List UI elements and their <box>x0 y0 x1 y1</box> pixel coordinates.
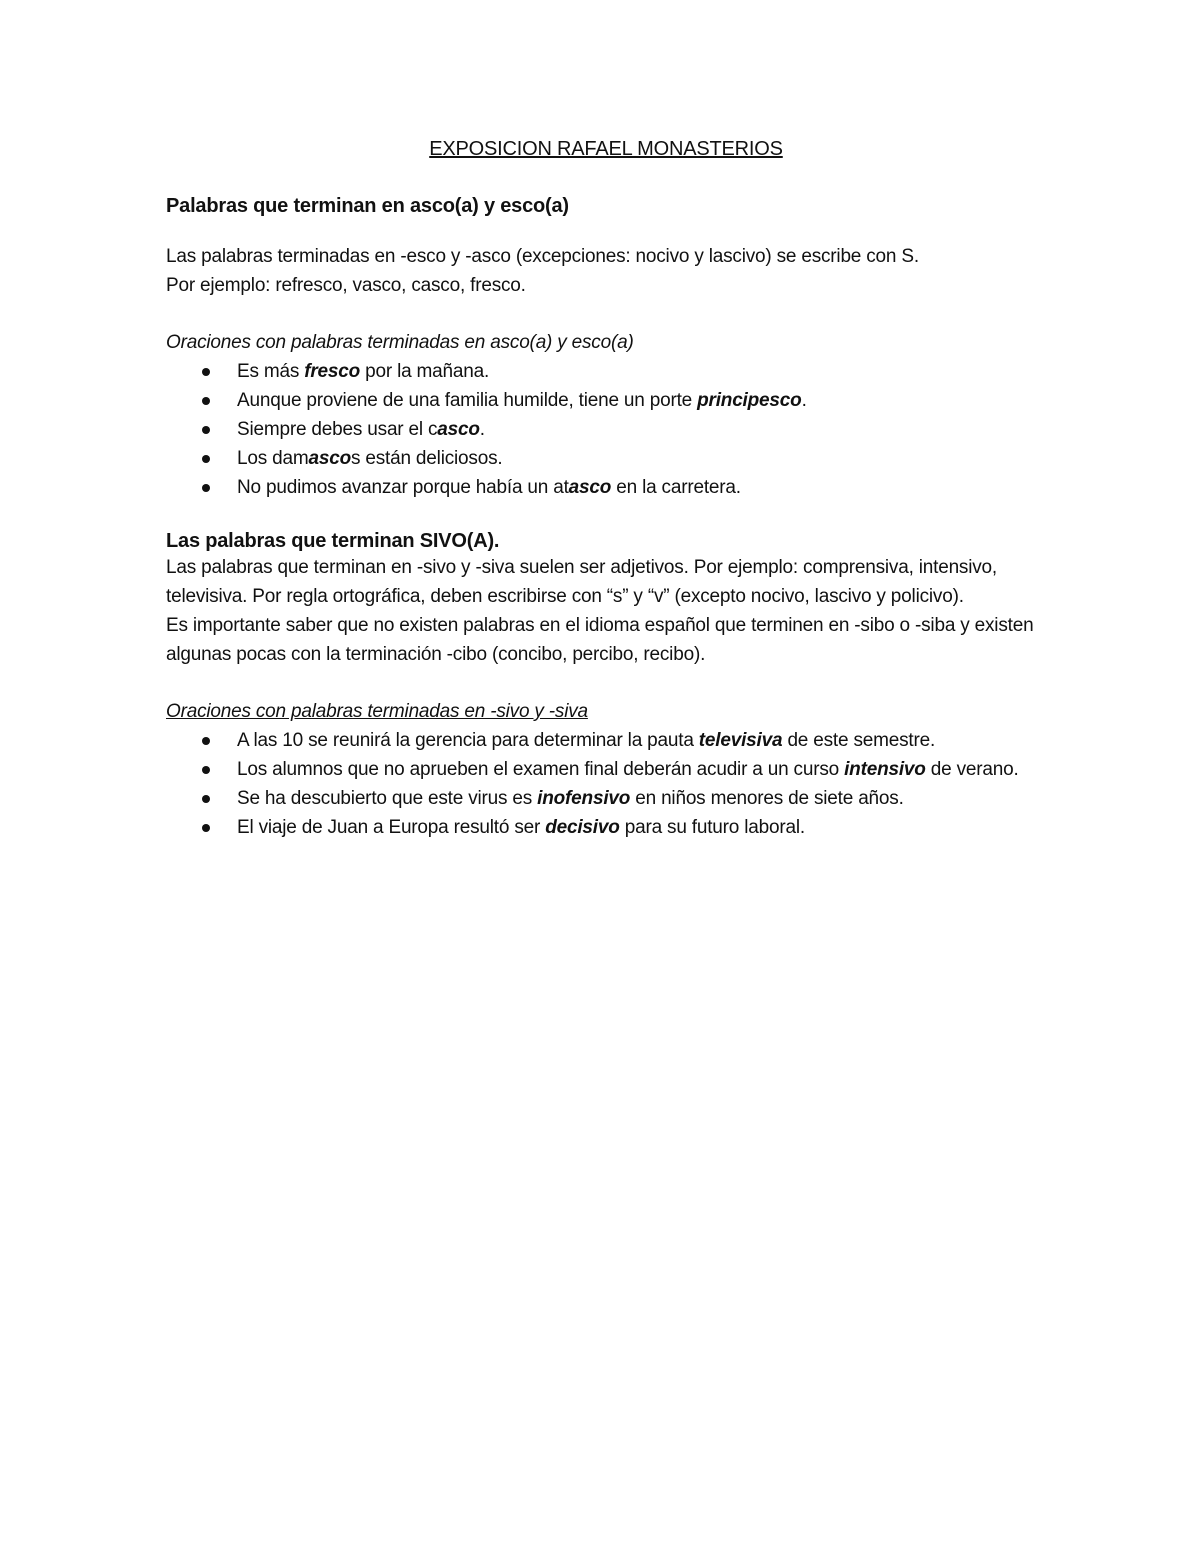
bullet-icon <box>202 426 210 434</box>
section1-example-list <box>166 357 1046 502</box>
bullet-icon <box>202 484 210 492</box>
bullet-icon <box>202 824 210 832</box>
document-page <box>166 138 1046 842</box>
section1-body-line1: Las palabras terminadas en -esco y -asco (excepciones: nocivo y lascivo) se escribe con S. <box>166 246 919 267</box>
section-heading-sivo: Las palabras que terminan SIVO(A). <box>166 530 500 552</box>
section1-body-line2: Por ejemplo: refresco, vasco, casco, fresco. <box>166 275 526 296</box>
list-item: Aunque proviene de una familia humilde, tiene un porte principesco. <box>166 386 1046 415</box>
list-item: Siempre debes usar el casco. <box>166 415 1046 444</box>
section2-body-p2: Es importante saber que no existen palabras en el idioma español que terminen en -sibo o -siba y existen algunas pocas con la terminación -cibo (concibo, percibo, recibo). <box>166 615 1034 665</box>
list-item: Los damascos están deliciosos. <box>166 444 1046 473</box>
bullet-icon <box>202 455 210 463</box>
bullet-icon <box>202 737 210 745</box>
section2-examples-subtitle: Oraciones con palabras terminadas en -sivo y -siva <box>166 701 588 722</box>
section2-example-list <box>166 726 1046 842</box>
section2-body-p1: Las palabras que terminan en -sivo y -siva suelen ser adjetivos. Por ejemplo: comprensiva, intensivo, televisiva. Por regla ortográfica, deben escribirse con “s” y “v” (excepto nocivo, lascivo y policivo). <box>166 557 997 607</box>
list-item: No pudimos avanzar porque había un atasco en la carretera. <box>166 473 1046 502</box>
bullet-icon <box>202 397 210 405</box>
bullet-icon <box>202 795 210 803</box>
bullet-icon <box>202 766 210 774</box>
list-item: Se ha descubierto que este virus es inofensivo en niños menores de siete años. <box>166 784 1046 813</box>
document-title: EXPOSICION RAFAEL MONASTERIOS <box>429 138 783 160</box>
section1-examples-subtitle: Oraciones con palabras terminadas en asco(a) y esco(a) <box>166 332 634 353</box>
list-item: A las 10 se reunirá la gerencia para determinar la pauta televisiva de este semestre. <box>166 726 1046 755</box>
bullet-icon <box>202 368 210 376</box>
list-item: El viaje de Juan a Europa resultó ser decisivo para su futuro laboral. <box>166 813 1046 842</box>
list-item: Los alumnos que no aprueben el examen final deberán acudir a un curso intensivo de verano. <box>166 755 1046 784</box>
list-item: Es más fresco por la mañana. <box>166 357 1046 386</box>
section-heading-asco-esco: Palabras que terminan en asco(a) y esco(a) <box>166 195 569 217</box>
